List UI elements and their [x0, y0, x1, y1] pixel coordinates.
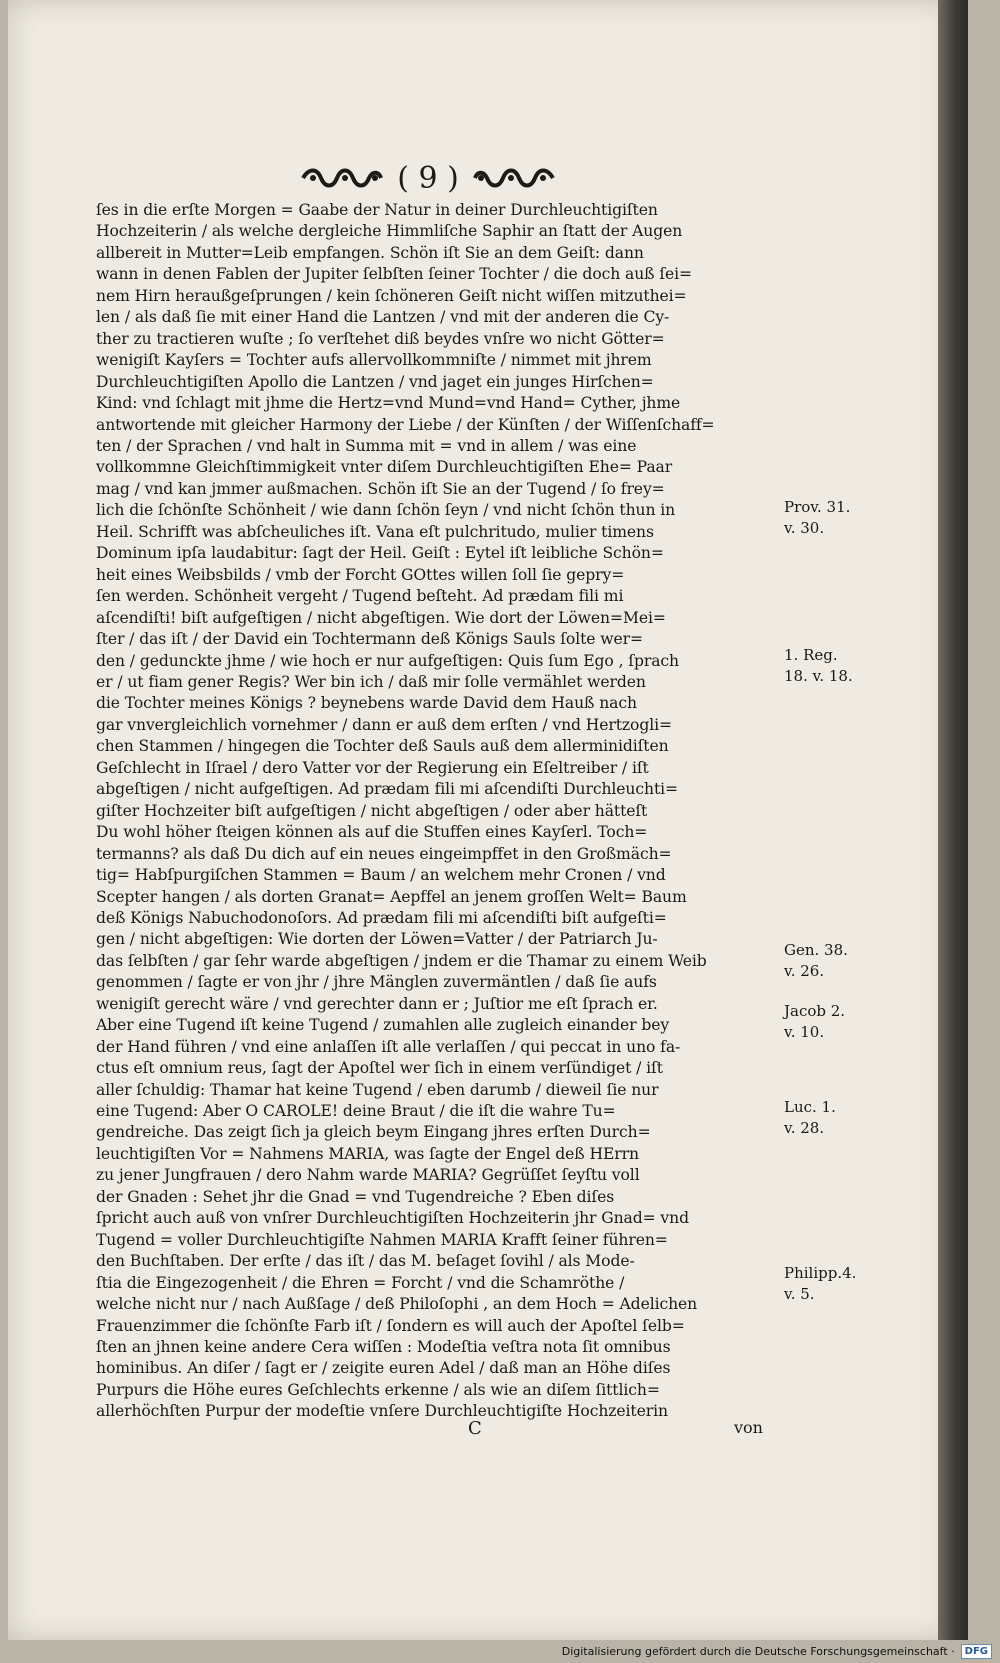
text-line: die Tochter meines Königs ? beynebens warde David dem Hauß nach	[96, 694, 637, 713]
text-line: ſen werden. Schönheit vergeht / Tugend beſteht. Ad prædam fili mi	[96, 587, 624, 606]
main-text-block	[96, 200, 772, 1423]
text-line: ſter / das iſt / der David ein Tochtermann deß Königs Sauls ſolte wer=	[96, 630, 643, 649]
margin-note-verse: v. 5.	[784, 1285, 815, 1303]
margin-note	[784, 1097, 904, 1139]
margin-note-reference: Luc. 1.	[784, 1098, 836, 1116]
text-line: mag / vnd kan jmmer außmachen. Schön iſt Sie an der Tugend / ſo frey=	[96, 479, 665, 498]
text-line: nem Hirn heraußgeſprungen / kein ſchöneren Geiſt nicht wiſſen mitzuthei=	[96, 286, 687, 305]
text-line: er / ut fiam gener Regis? Wer bin ich / daß mir ſolle vermählet werden	[96, 672, 646, 691]
text-line: vollkommne Gleichſtimmigkeit vnter diſem Durchleuchtigiſten Ehe= Paar	[96, 458, 673, 477]
text-line: Purpurs die Höhe eures Geſchlechts erkenne / als wie an diſem ſittlich=	[96, 1380, 660, 1399]
text-line: termanns? als daß Du dich auf ein neues eingeimpffet in den Großmäch=	[96, 844, 672, 863]
text-line: allbereit in Mutter=Leib empfangen. Schön iſt Sie an dem Geiſt: dann	[96, 243, 644, 262]
margin-note-verse: v. 10.	[784, 1023, 825, 1041]
margin-note-reference: 1. Reg.	[784, 646, 838, 664]
text-line: Heil. Schrifft was abſcheuliches iſt. Vana eſt pulchritudo, mulier timens	[96, 522, 654, 541]
margin-note-verse: v. 30.	[784, 519, 825, 537]
text-line: Dominum ipſa laudabitur: ſagt der Heil. Geiſt : Eytel iſt leibliche Schön=	[96, 544, 664, 563]
text-line: Hochzeiterin / als welche dergleiche Himmliſche Saphir an ſtatt der Augen	[96, 222, 683, 241]
text-line: lich die ſchönſte Schönheit / wie dann ſchön ſeyn / vnd nicht ſchön thun in	[96, 501, 676, 520]
text-line: Du wohl höher ſteigen können als auf die Stuffen eines Kayſerl. Toch=	[96, 823, 648, 842]
text-line: ſpricht auch auß von vnſrer Durchleuchtigiſten Hochzeiterin jhr Gnad= vnd	[96, 1209, 689, 1228]
text-line: Geſchlecht in Iſrael / dero Vatter vor der Regierung ein Eſeltreiber / iſt	[96, 758, 649, 777]
text-line: allerhöchſten Purpur der modeſtie vnſere Durchleuchtigiſte Hochzeiterin	[96, 1402, 668, 1421]
text-line: wenigiſt gerecht wäre / vnd gerechter dann er ; Juſtior me eſt ſprach er.	[96, 994, 658, 1013]
text-line: Frauenzimmer die ſchönſte Farb iſt / ſondern es will auch der Apoſtel ſelb=	[96, 1316, 685, 1335]
margin-note-reference: Gen. 38.	[784, 941, 848, 959]
book-binding	[938, 0, 968, 1640]
text-line: Scepter hangen / als dorten Granat= Aepffel an jenem groſſen Welt= Baum	[96, 887, 687, 906]
text-line: deß Königs Nabuchodonoſors. Ad prædam fili mi aſcendiſti biſt aufgeſti=	[96, 908, 667, 927]
text-line: ſtia die Eingezogenheit / die Ehren = Forcht / vnd die Schamröthe /	[96, 1273, 625, 1292]
text-line: ther zu tractieren wuſte ; ſo verſtehet diß beydes vnſre wo nicht Götter=	[96, 329, 665, 348]
text-line: ſes in die erſte Morgen = Gaabe der Natur in deiner Durchleuchtigiſten	[96, 201, 658, 219]
text-line: ten / der Sprachen / vnd halt in Summa mit = vnd in allem / was eine	[96, 436, 637, 455]
text-line: len / als daß ſie mit einer Hand die Lantzen / vnd mit der anderen die Cy-	[96, 308, 670, 327]
text-line: gar vnvergleichlich vornehmer / dann er auß dem erſten / vnd Hertzogli=	[96, 715, 672, 734]
text-line: aller ſchuldig: Thamar hat keine Tugend / eben darumb / dieweil ſie nur	[96, 1080, 659, 1099]
text-line: wann in denen Fablen der Jupiter ſelbſten ſeiner Tochter / die doch auß ſei=	[96, 265, 693, 284]
text-line: zu jener Jungfrauen / dero Nahm warde MARIA? Gegrüſſet ſeyſtu voll	[96, 1166, 640, 1185]
margin-note-reference: Jacob 2.	[784, 1002, 846, 1020]
digitization-footer	[562, 1643, 992, 1659]
margin-note-verse: v. 28.	[784, 1119, 825, 1137]
text-line: den / gedunckte jhme / wie hoch er nur aufgeſtigen: Quis ſum Ego , ſprach	[96, 651, 679, 670]
text-line: giſter Hochzeiter biſt aufgeſtigen / nicht abgeſtigen / oder aber hätteſt	[96, 801, 648, 820]
catchword: von	[734, 1418, 763, 1437]
margin-note-reference: Prov. 31.	[784, 498, 851, 516]
text-line: ſten an jhnen keine andere Cera wiſſen : Modeſtia veſtra nota ſit omnibus	[96, 1338, 671, 1357]
text-line: aſcendiſti! biſt aufgeſtigen / nicht abgeſtigen. Wie dort der Löwen=Mei=	[96, 608, 666, 627]
margin-note	[784, 1263, 904, 1305]
book-page	[8, 0, 968, 1640]
text-line: wenigiſt Kayſers = Tochter aufs allervollkommniſte / nimmet mit jhrem	[96, 351, 652, 370]
text-line: chen Stammen / hingegen die Tochter deß Sauls auß dem allerminidiſten	[96, 737, 669, 756]
text-line: der Hand führen / vnd eine anlaſſen iſt alle verlaſſen / qui peccat in uno fa-	[96, 1037, 681, 1056]
margin-note-reference: Philipp.4.	[784, 1264, 857, 1282]
margin-note	[784, 940, 904, 982]
left-ornament-icon	[301, 166, 383, 190]
text-line: Kind: vnd ſchlagt mit jhme die Hertz=vnd Mund=vnd Hand= Cyther, jhme	[96, 394, 681, 413]
text-line: das ſelbſten / gar ſehr warde abgeſtigen / jndem er die Thamar zu einem Weib	[96, 951, 707, 970]
text-line: leuchtigiſten Vor = Nahmens MARIA, was ſagte der Engel deß HErrn	[96, 1144, 639, 1163]
text-line: genommen / ſagte er von jhr / jhre Mänglen zuvermäntlen / daß ſie aufs	[96, 973, 657, 992]
margin-note	[784, 497, 904, 539]
right-ornament-icon	[473, 166, 555, 190]
page-header	[298, 158, 558, 198]
signature-mark: C	[468, 1418, 482, 1439]
text-line: den Buchſtaben. Der erſte / das iſt / das M. beſaget ſovihl / als Mode-	[96, 1252, 635, 1271]
footer-credit: Digitalisierung gefördert durch die Deutsche Forschungsgemeinschaft ·	[561, 1644, 955, 1658]
text-line: ctus eſt omnium reus, ſagt der Apoſtel wer ſich in einem verſündiget / iſt	[96, 1059, 663, 1078]
text-line: gendreiche. Das zeigt ſich ja gleich beym Eingang jhres erſten Durch=	[96, 1123, 651, 1142]
margin-note-verse: v. 26.	[784, 962, 825, 980]
dfg-logo: DFG	[961, 1644, 992, 1659]
text-line: gen / nicht abgeſtigen: Wie dorten der Löwen=Vatter / der Patriarch Ju-	[96, 930, 658, 949]
text-line: welche nicht nur / nach Außſage / deß Philoſophi , an dem Hoch = Adelichen	[96, 1295, 698, 1314]
margin-note-verse: 18. v. 18.	[784, 667, 853, 685]
margin-note	[784, 1001, 904, 1043]
text-line: der Gnaden : Sehet jhr die Gnad = vnd Tugendreiche ? Eben diſes	[96, 1187, 615, 1206]
text-line: Aber eine Tugend iſt keine Tugend / zumahlen alle zugleich einander bey	[96, 1016, 670, 1035]
margin-note	[784, 645, 904, 687]
page-number: ( 9 )	[397, 160, 459, 196]
text-line: antwortende mit gleicher Harmony der Liebe / der Künſten / der Wiſſenſchaff=	[96, 415, 715, 434]
text-line: tig= Habſpurgiſchen Stammen = Baum / an welchem mehr Cronen / vnd	[96, 866, 666, 885]
text-line: Tugend = voller Durchleuchtigiſte Nahmen MARIA Krafft ſeiner führen=	[96, 1230, 668, 1249]
text-line: hominibus. An diſer / ſagt er / zeigite euren Adel / daß man an Höhe diſes	[96, 1359, 671, 1378]
text-line: heit eines Weibsbilds / vmb der Forcht GOttes willen ſoll ſie gepry=	[96, 565, 625, 584]
text-line: Durchleuchtigiſten Apollo die Lantzen / vnd jaget ein junges Hirſchen=	[96, 372, 654, 391]
text-line: eine Tugend: Aber O CAROLE! deine Braut / die iſt die wahre Tu=	[96, 1102, 616, 1121]
text-line: abgeſtigen / nicht aufgeſtigen. Ad prædam fili mi aſcendiſti Durchleuchti=	[96, 780, 678, 799]
